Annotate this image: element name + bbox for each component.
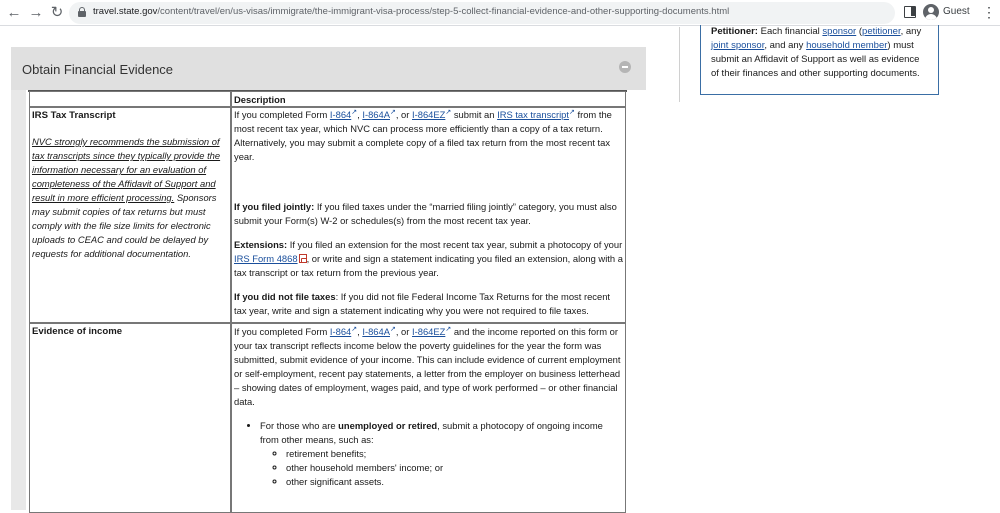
text: , or bbox=[395, 326, 412, 337]
row-title: Evidence of income bbox=[32, 326, 123, 337]
external-link-icon: ↗ bbox=[445, 108, 452, 116]
list-item: ◦ other significant assets. bbox=[286, 475, 623, 489]
text: : If you did not file Federal Income Tax Returns for the most recent tax year, write and sign a statement indicating why you were not required to file taxes. bbox=[234, 291, 611, 316]
paragraph bbox=[234, 290, 623, 318]
table-row-title-cell bbox=[29, 323, 231, 513]
browser-toolbar bbox=[0, 0, 1000, 26]
i864-link[interactable]: I-864 bbox=[329, 326, 352, 337]
sidebar-divider bbox=[679, 27, 680, 102]
text: If you filed an extension for the most recent tax year, submit a photocopy of your bbox=[287, 239, 623, 250]
external-link-icon: ↗ bbox=[389, 325, 396, 333]
table-row-description-cell bbox=[231, 107, 626, 323]
joint-sponsor-link[interactable]: joint sponsor bbox=[711, 40, 765, 51]
text: and the income reported on this form or your tax transcript reflects income below the poverty guidelines for the year the form was submitted, submit evidence of your income. This can include evidence of current employment or self-employment, recent pay statements, a letter from the employer on business letterhead – showing dates of employment, wages paid, and type of work performed – or other financial data. bbox=[234, 326, 621, 407]
text: For those who are bbox=[260, 420, 339, 431]
bold-label: If you did not file taxes bbox=[234, 291, 336, 302]
table-header-blank bbox=[29, 91, 231, 107]
external-link-icon: ↗ bbox=[569, 108, 575, 116]
row-title: IRS Tax Transcript bbox=[32, 110, 116, 121]
bold-label: If you filed jointly: bbox=[234, 201, 315, 212]
table-header-description: Description bbox=[231, 91, 626, 107]
menu-kebab-icon[interactable]: ⋮ bbox=[982, 4, 996, 20]
sidebar-text: Each financial bbox=[757, 26, 823, 37]
text: , bbox=[357, 109, 363, 120]
accordion-left-border bbox=[11, 90, 26, 510]
table-row-title-cell bbox=[29, 107, 231, 323]
sidebar-text: , and any bbox=[764, 40, 807, 51]
sub-list bbox=[286, 447, 623, 489]
tax-transcript-note bbox=[32, 135, 228, 261]
bold-label: Extensions: bbox=[234, 239, 288, 250]
i864ez-link[interactable]: I-864EZ bbox=[412, 109, 446, 120]
i864a-link[interactable]: I-864A bbox=[362, 326, 390, 337]
sidebar-text: ( bbox=[856, 26, 863, 37]
reload-icon[interactable]: ↻ bbox=[50, 4, 64, 21]
text: , bbox=[357, 326, 363, 337]
text: If you filed taxes under the “married filing jointly” category, you must also submit your Form(s) W-2 or schedules(s) from the most recent tax year. bbox=[234, 201, 617, 226]
forward-arrow-icon[interactable]: → bbox=[28, 4, 44, 21]
paragraph bbox=[234, 200, 623, 228]
external-link-icon: ↗ bbox=[389, 108, 396, 116]
text: If you completed Form bbox=[234, 109, 330, 120]
external-link-icon: ↗ bbox=[351, 108, 358, 116]
text: If you completed Form bbox=[234, 326, 330, 337]
external-link-icon: ↗ bbox=[351, 325, 358, 333]
note-underlined: NVC strongly recommends the submission of tax transcripts since they typically provide the information necessary for an evaluation of completeness of the Affidavit of Support and result in more efficient processing. bbox=[32, 136, 221, 203]
petitioner-info-box bbox=[700, 25, 939, 95]
collapse-icon[interactable] bbox=[619, 61, 631, 73]
irs-tax-transcript-link[interactable]: IRS tax transcript bbox=[497, 109, 569, 120]
text: from the most recent tax year, which NVC can process more efficiently than a copy of a tax return. Alternatively, you may submit a complete copy of a filed tax return from the most recent tax year. bbox=[234, 109, 612, 162]
i864a-link[interactable]: I-864A bbox=[362, 109, 390, 120]
pdf-icon bbox=[299, 254, 307, 263]
text: , submit a photocopy of ongoing income from other means, such as: bbox=[260, 420, 603, 445]
i864-link[interactable]: I-864 bbox=[329, 109, 352, 120]
profile-avatar-icon[interactable] bbox=[923, 4, 939, 20]
url-text[interactable]: travel.state.gov/content/travel/en/us-visas/immigrate/the-immigrant-visa-process/step-5-collect-financial-evidence-and-other-supporting-documents.html bbox=[93, 6, 730, 17]
text: , or write and sign a statement indicating you filed an extension, along with a tax transcript or tax return from the previous year. bbox=[234, 253, 623, 278]
financial-evidence-table bbox=[28, 90, 627, 487]
side-panel-icon[interactable] bbox=[904, 6, 916, 18]
petitioner-label: Petitioner: bbox=[711, 26, 758, 37]
household-member-link[interactable]: household member bbox=[806, 40, 888, 51]
accordion-title: Obtain Financial Evidence bbox=[22, 62, 174, 77]
page-content bbox=[0, 27, 1000, 501]
bold-label: unemployed or retired bbox=[338, 420, 438, 431]
text: , or bbox=[395, 109, 412, 120]
paragraph bbox=[234, 238, 623, 280]
lock-icon[interactable] bbox=[78, 7, 86, 17]
sidebar-text: , any bbox=[900, 26, 922, 37]
sidebar-text: ) must submit an Affidavit of Support as well as evidence of their finances and other supporting documents. bbox=[711, 40, 920, 79]
address-bar[interactable] bbox=[69, 2, 895, 24]
irs-form-4868-link[interactable]: IRS Form 4868 bbox=[234, 253, 298, 264]
text: submit an bbox=[451, 109, 498, 120]
external-link-icon: ↗ bbox=[445, 325, 452, 333]
back-arrow-icon[interactable]: ← bbox=[6, 4, 22, 21]
accordion-header[interactable] bbox=[11, 47, 646, 90]
list-item: ◦ other household members' income; or bbox=[286, 461, 623, 475]
petitioner-link[interactable]: petitioner bbox=[862, 26, 901, 37]
list-item: ◦ retirement benefits; bbox=[286, 447, 623, 461]
note-text: Sponsors may submit copies of tax returns but must comply with the file size limits for electronic uploads to CEAC and could be delayed by requests for additional documentation. bbox=[32, 192, 217, 259]
list-item bbox=[260, 419, 623, 489]
paragraph bbox=[234, 108, 623, 164]
profile-label[interactable]: Guest bbox=[943, 6, 970, 17]
i864ez-link[interactable]: I-864EZ bbox=[412, 326, 446, 337]
table-row-description-cell bbox=[231, 323, 626, 513]
sponsor-link[interactable]: sponsor bbox=[822, 26, 857, 37]
paragraph bbox=[234, 325, 623, 409]
bullet-list bbox=[260, 419, 623, 489]
